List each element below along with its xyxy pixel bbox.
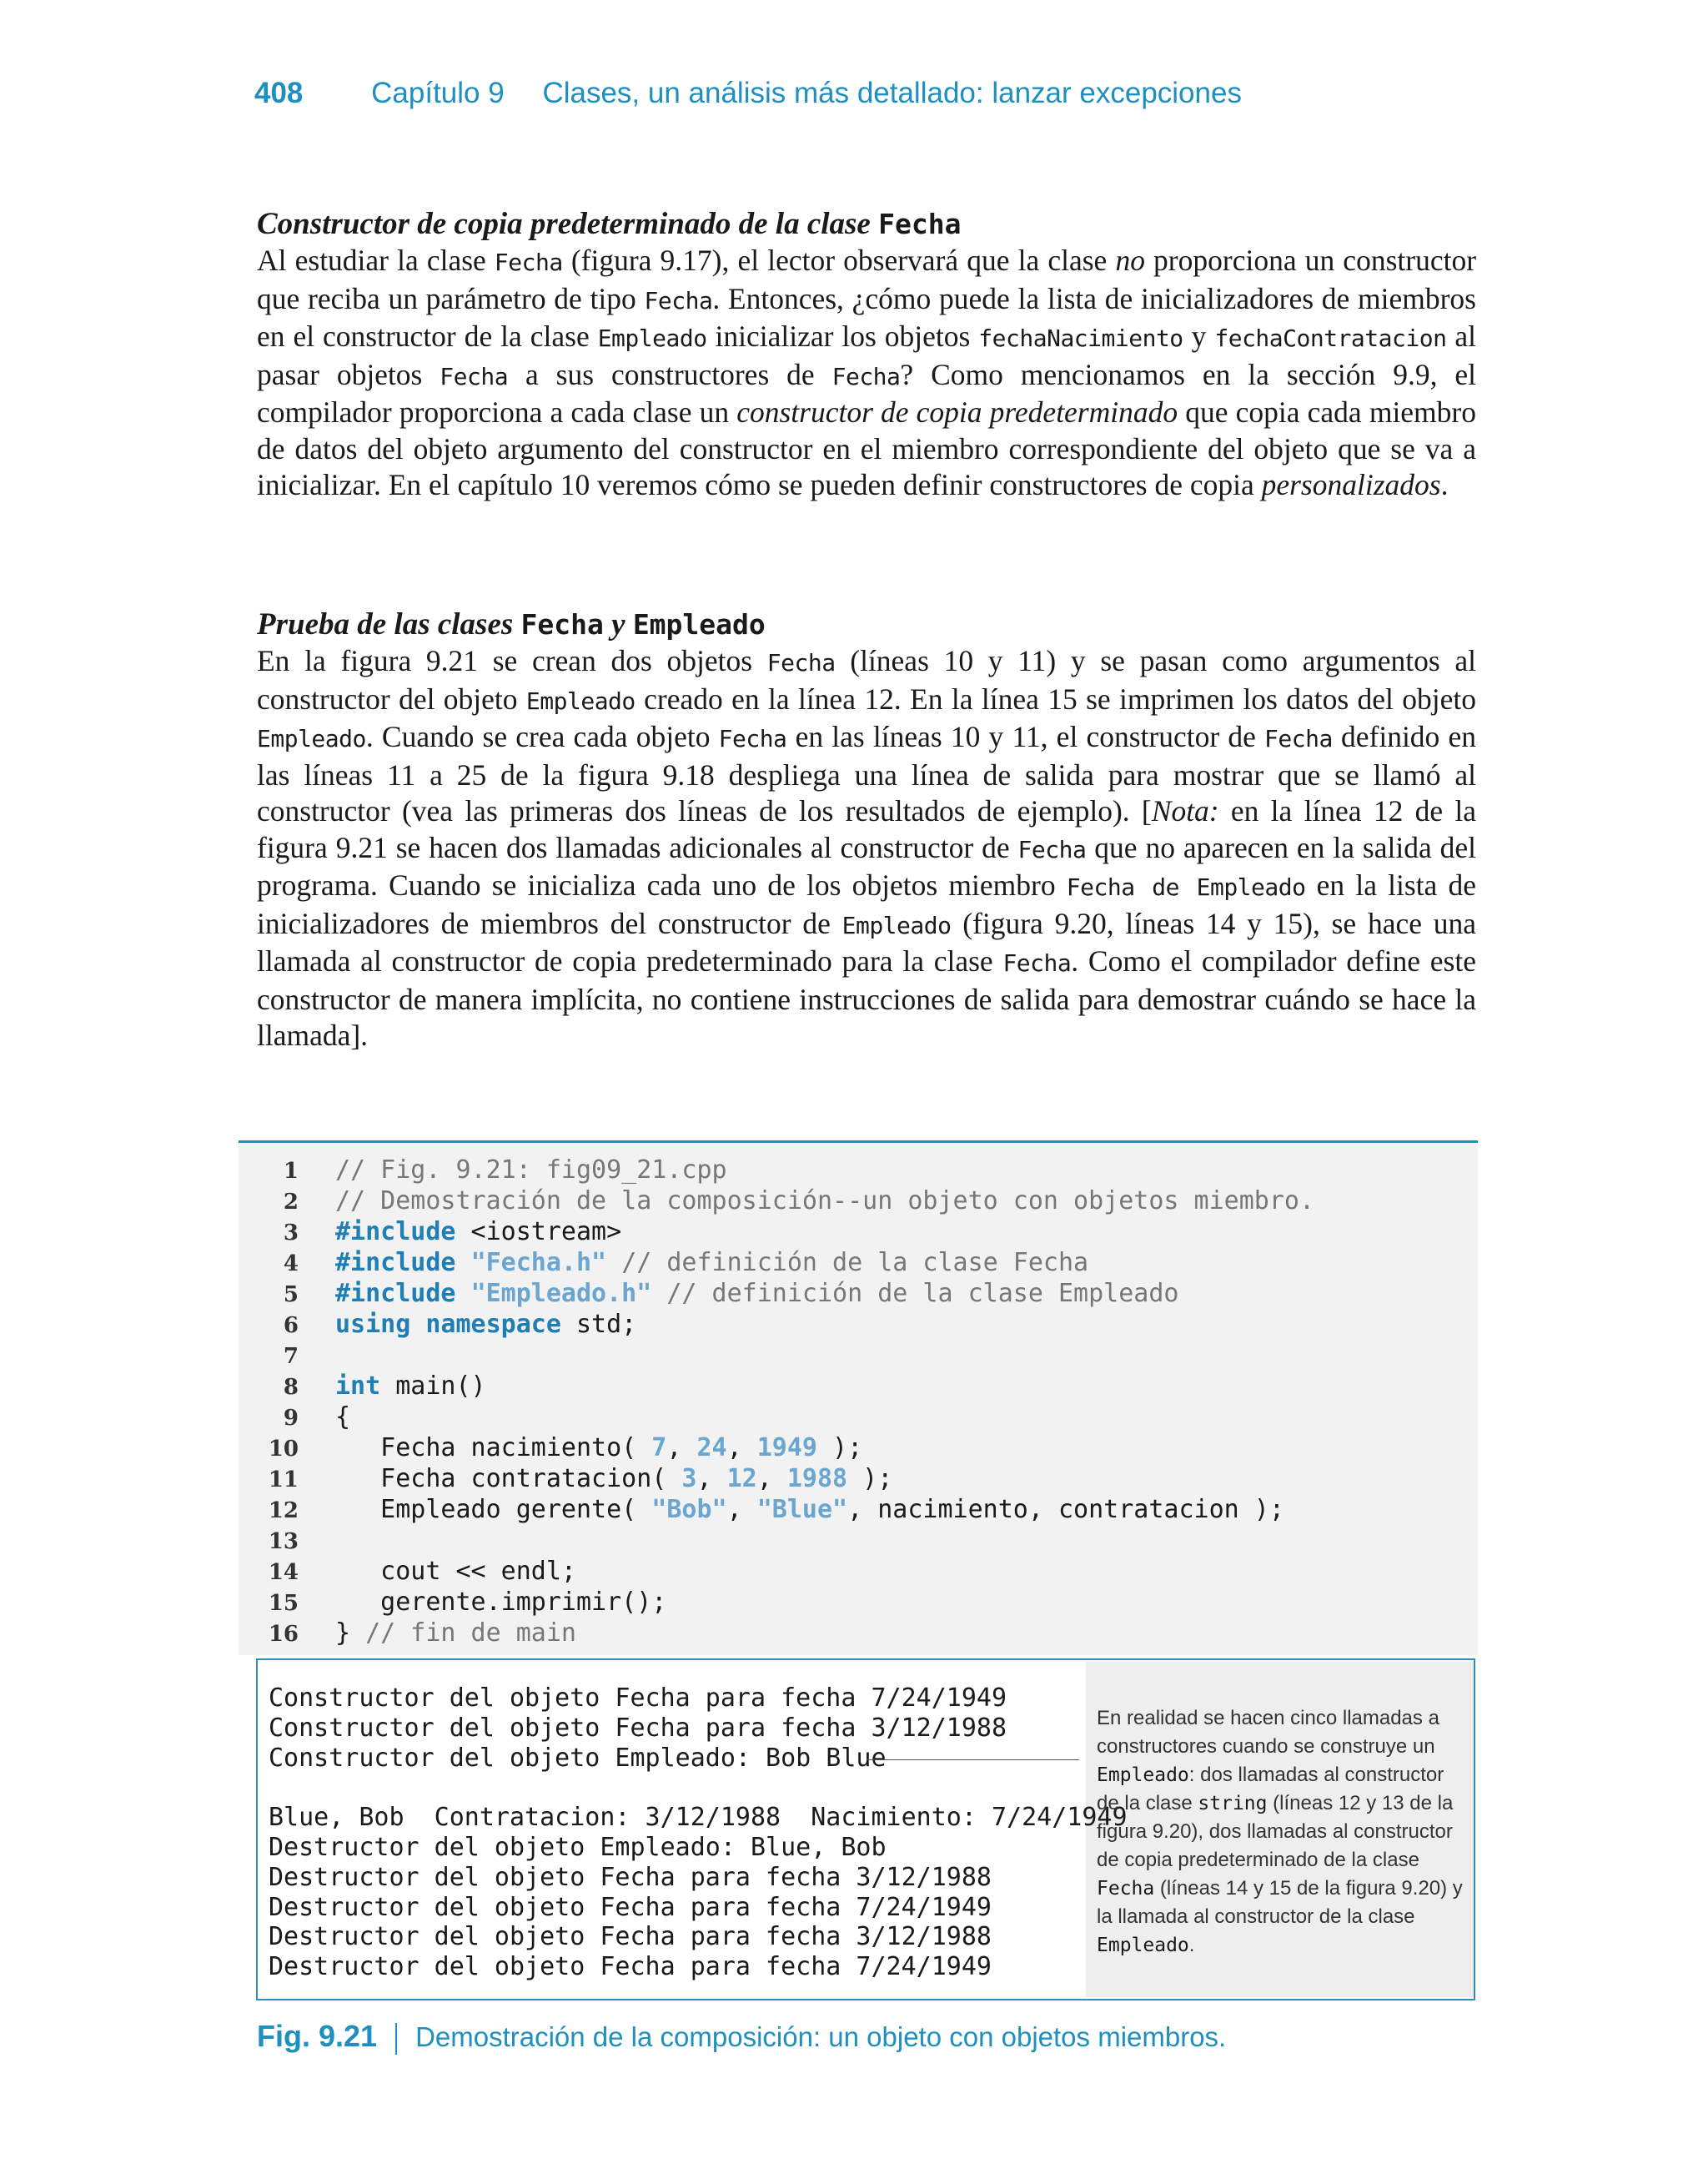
code-text: { (335, 1402, 351, 1432)
text-run: a sus constructores de (508, 357, 832, 391)
line-number: 14 (268, 1560, 299, 1585)
line-number: 5 (283, 1282, 299, 1307)
emphasis: constructor de copia predeterminado (736, 395, 1178, 429)
text-run: (figura 9.20, líneas 14 y 15), se hace una llamada al constructor de copia predeterminado para la clase (257, 906, 1476, 978)
output-line: Constructor del objeto Fecha para fecha 3/12/1988 (269, 1713, 1007, 1743)
code-comment: // definición de la clase Fecha (621, 1248, 1089, 1277)
line-number: 16 (268, 1622, 299, 1647)
line-number: 11 (268, 1467, 299, 1492)
output-line: Constructor del objeto Empleado: Bob Blue (269, 1743, 887, 1773)
text-run: en la lista de inicializadores de miembros del constructor de (257, 868, 1477, 940)
page-number: 408 (254, 77, 304, 109)
code-text: <iostream> (455, 1217, 622, 1246)
code-text: Empleado gerente( (335, 1495, 652, 1524)
line-number: 6 (283, 1313, 299, 1338)
line-number: 8 (283, 1375, 299, 1400)
inline-code: Fecha (644, 286, 713, 315)
output-line: Destructor del objeto Fecha para fecha 3/12/1988 (269, 1862, 992, 1892)
output-line: Constructor del objeto Fecha para fecha 7/24/1949 (269, 1683, 1007, 1713)
inline-code: Empleado (257, 725, 366, 752)
line-number: 3 (283, 1220, 299, 1246)
code-line (259, 1186, 1314, 1217)
inline-code: Fecha (1017, 835, 1087, 863)
text-run: (líneas 12 y 13 de la figura 9.20), dos llamadas al constructor de copia predeterminado de la clase (1097, 1792, 1454, 1871)
line-number: 9 (283, 1406, 299, 1431)
section-paragraph (257, 643, 1476, 1054)
code-comment: // fin de main (365, 1618, 576, 1648)
chapter-title: Clases, un análisis más detallado: lanzar excepciones (542, 77, 1242, 109)
text-run: en las líneas 10 y 11, el constructor de (786, 720, 1265, 753)
code-line (259, 1279, 1314, 1310)
code-text (456, 1248, 471, 1277)
code-line (259, 1495, 1314, 1526)
line-number: 7 (283, 1344, 299, 1369)
inline-code: Fecha (440, 362, 509, 390)
code-text (606, 1248, 621, 1277)
inline-code: Fecha (718, 725, 787, 752)
code-listing (259, 1155, 1314, 1649)
code-text: , (726, 1433, 757, 1462)
code-keyword: #include (335, 1248, 456, 1277)
code-line (259, 1371, 1314, 1402)
code-text (651, 1279, 666, 1308)
section-test-classes (257, 606, 1476, 1054)
line-number: 1 (283, 1159, 299, 1184)
text-run: . Como el compilador define este constructor de manera implícita, no contiene instrucciones de salida para demostrar cuándo se hace la llamada]. (257, 944, 1476, 1052)
text-run: En la figura 9.21 se crean dos objetos (257, 644, 767, 677)
text-run: y (1183, 320, 1215, 353)
code-string: "Fecha.h" (470, 1248, 607, 1277)
line-number: 12 (268, 1498, 299, 1523)
line-number: 15 (268, 1591, 299, 1616)
output-line: Destructor del objeto Empleado: Blue, Bob (269, 1832, 887, 1862)
code-line (259, 1217, 1314, 1248)
code-number: 12 (726, 1464, 757, 1493)
program-output (269, 1683, 1128, 1982)
code-text: Fecha contratacion( (335, 1464, 682, 1493)
code-text: std; (560, 1310, 637, 1339)
code-number: 1988 (786, 1464, 848, 1493)
output-line: Destructor del objeto Fecha para fecha 7/24/1949 (269, 1892, 992, 1922)
code-line (259, 1433, 1314, 1464)
code-keyword: #include (335, 1279, 456, 1308)
inline-code: Empleado (1097, 1935, 1189, 1956)
code-comment: // Fig. 9.21: fig09_21.cpp (335, 1155, 727, 1185)
code-text: } (335, 1618, 366, 1648)
text-run: Al estudiar la clase (257, 244, 495, 277)
code-text: main() (380, 1371, 486, 1401)
callout-note (1097, 1704, 1464, 1960)
code-text: , nacimiento, contratacion ); (847, 1495, 1284, 1524)
code-line (259, 1464, 1314, 1495)
code-text: Fecha nacimiento( (335, 1433, 652, 1462)
code-text: , (696, 1464, 727, 1493)
line-number: 10 (268, 1437, 299, 1462)
emphasis: no (1115, 244, 1145, 277)
code-line (259, 1310, 1314, 1341)
text-run: En realidad se hacen cinco llamadas a constructores cuando se construye un (1097, 1707, 1439, 1758)
text-run: definido en las líneas 11 a 25 de la figura 9.18 despliega una línea de salida para mostrar que se llamó al constructor (vea las primeras dos líneas de los resultados de ejemplo). [ (257, 720, 1476, 828)
inline-code: Fecha (494, 249, 563, 276)
inline-code: Fecha (831, 362, 901, 390)
inline-code: Empleado (597, 325, 707, 352)
code-text: cout << endl; (335, 1557, 576, 1586)
output-line: Destructor del objeto Fecha para fecha 3/12/1988 (269, 1922, 992, 1952)
text-run: . Entonces, ¿cómo puede la lista de inicializadores de miembros en el constructor de la clase (257, 281, 1476, 353)
code-text: ); (847, 1464, 893, 1493)
code-line (259, 1557, 1314, 1588)
text-run: proporciona un constructor que reciba un parámetro de tipo (257, 244, 1477, 315)
emphasis: Nota: (1151, 794, 1219, 828)
code-keyword: using namespace (335, 1310, 561, 1339)
line-number: 2 (283, 1190, 299, 1215)
code-keyword: #include (335, 1217, 456, 1246)
text-run: . Cuando se crea cada objeto (365, 720, 719, 753)
code-number: 1949 (756, 1433, 817, 1462)
code-text: , (726, 1495, 757, 1524)
text-run: en la línea 12 de la figura 9.21 se hacen dos llamadas adicionales al constructor de (257, 794, 1476, 864)
figure-caption (257, 2019, 1226, 2055)
text-run: (líneas 10 y 11) y se pasan como argumentos al constructor del objeto (257, 644, 1476, 716)
text-run: que no aparecen en la salida del programa. Cuando se inicializa cada uno de los objetos miembro (257, 830, 1476, 902)
output-line: Blue, Bob Contratacion: 3/12/1988 Nacimiento: 7/24/1949 (269, 1803, 1128, 1833)
inline-code: Empleado (1097, 1764, 1189, 1786)
section-paragraph (257, 243, 1476, 504)
code-comment: // Demostración de la composición--un objeto con objetos miembro. (335, 1186, 1314, 1215)
running-head (254, 77, 1242, 110)
line-number: 4 (283, 1251, 299, 1276)
inline-code: string (1198, 1793, 1268, 1814)
text-run: al pasar objetos (257, 320, 1477, 391)
code-number: 24 (696, 1433, 727, 1462)
code-number: 3 (681, 1464, 697, 1493)
code-line (259, 1341, 1314, 1371)
code-line (259, 1588, 1314, 1618)
text-run: . (1440, 468, 1449, 501)
code-text: gerente.imprimir(); (335, 1588, 667, 1617)
emphasis: personalizados (1261, 468, 1441, 501)
text-run: (figura 9.17), el lector observará que la clase (562, 244, 1116, 277)
inline-code: Fecha (1002, 949, 1072, 977)
line-number: 13 (268, 1529, 299, 1554)
inline-code: Empleado (841, 911, 952, 939)
text-run: ? Como mencionamos en la sección 9.9, el compilador proporciona a cada clase un (257, 357, 1477, 429)
code-text: ); (816, 1433, 863, 1462)
code-line (259, 1155, 1314, 1186)
text-run: : dos llamadas al constructor de la clase (1097, 1764, 1444, 1814)
code-string: "Bob" (651, 1495, 727, 1524)
code-line (259, 1526, 1314, 1557)
section-copy-constructor (257, 206, 1476, 504)
inline-code: Empleado (525, 687, 635, 715)
inline-code: Fecha (1264, 725, 1333, 752)
output-line (269, 1773, 1128, 1803)
section-heading: Prueba de las clases Fecha y Empleado (257, 607, 766, 642)
section-heading: Constructor de copia predeterminado de la clase Fecha (257, 207, 962, 241)
callout-leader-line (867, 1759, 1079, 1760)
code-line (259, 1618, 1314, 1649)
text-run: creado en la línea 12. En la línea 15 se imprimen los datos del objeto (635, 682, 1476, 716)
code-comment: // definición de la clase Empleado (666, 1279, 1179, 1308)
code-number: 7 (651, 1433, 667, 1462)
code-line (259, 1248, 1314, 1279)
code-string: "Empleado.h" (470, 1279, 652, 1308)
text-run: (líneas 14 y 15 de la figura 9.20) y la llamada al constructor de la clase (1097, 1877, 1463, 1928)
code-line (259, 1402, 1314, 1433)
output-line: Destructor del objeto Fecha para fecha 7/24/1949 (269, 1952, 992, 1982)
inline-code: fechaNacimiento (978, 325, 1183, 352)
caption-separator (395, 2023, 397, 2055)
code-string: "Blue" (756, 1495, 848, 1524)
code-text: , (756, 1464, 787, 1493)
code-text (456, 1279, 471, 1308)
inline-code: Fecha (1097, 1878, 1155, 1900)
inline-code: fechaContratacion (1214, 325, 1447, 352)
text-run: inicializar los objetos (706, 320, 979, 353)
figure-caption-text: Demostración de la composición: un objeto con objetos miembros. (415, 2021, 1227, 2052)
inline-code: Fecha de Empleado (1066, 873, 1306, 901)
code-text: , (666, 1433, 697, 1462)
chapter-label: Capítulo 9 (371, 77, 505, 109)
code-keyword: int (335, 1371, 381, 1401)
text-run: . (1188, 1934, 1195, 1956)
inline-code: Fecha (766, 649, 836, 677)
figure-label: Fig. 9.21 (257, 2019, 378, 2053)
text-run: que copia cada miembro de datos del objeto argumento del constructor en el miembro correspondiente del objeto que se va a inicializar. En el capítulo 10 veremos cómo se pueden definir constructores de copia (257, 395, 1476, 501)
